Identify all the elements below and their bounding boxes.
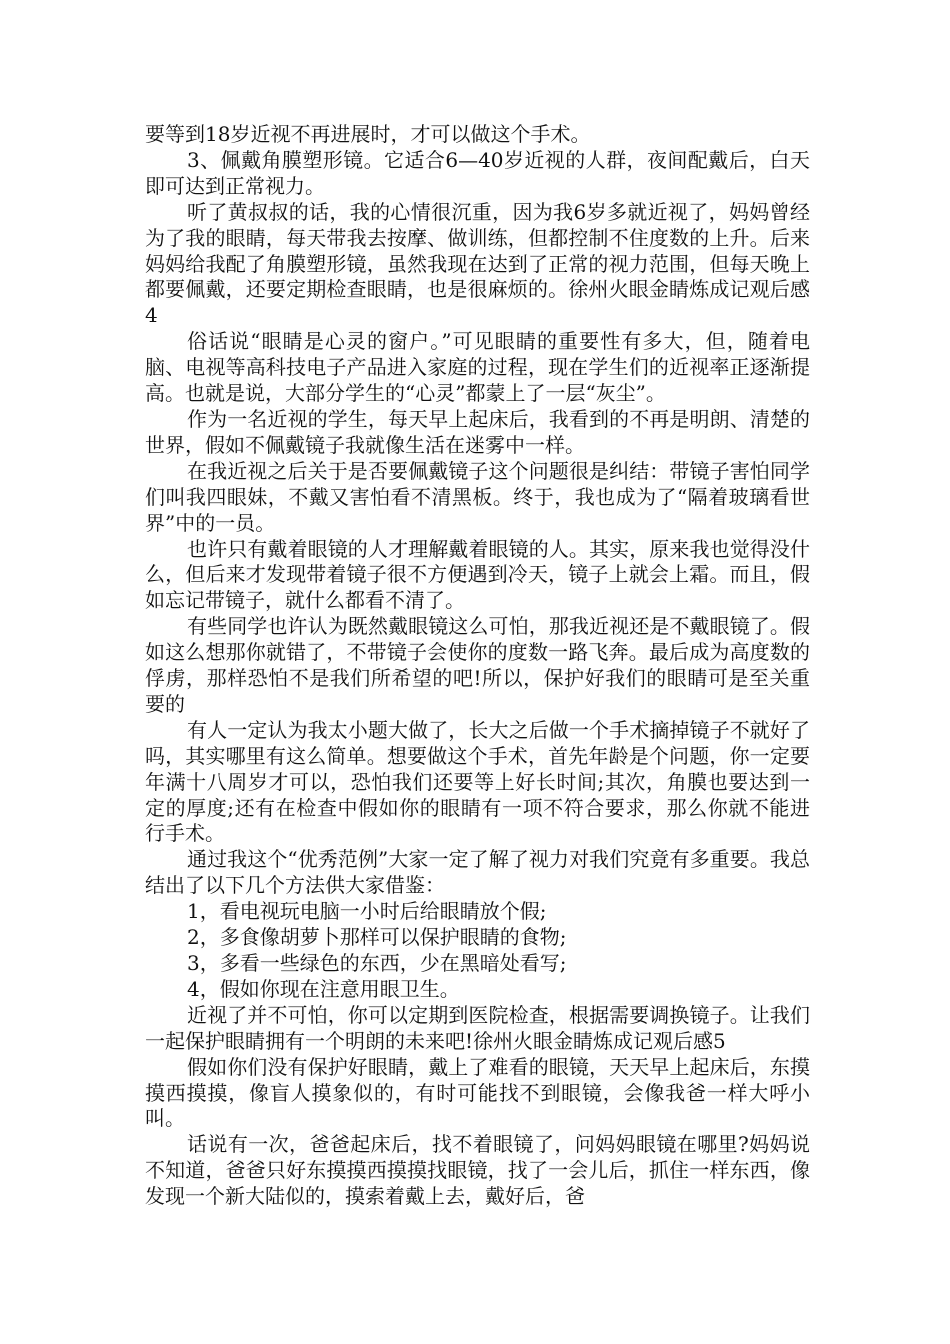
- paragraph: 话说有一次，爸爸起床后，找不着眼镜了，问妈妈眼镜在哪里?妈妈说不知道，爸爸只好东摸摸西摸摸找眼镜，找了一会儿后，抓住一样东西，像发现一个新大陆似的，摸索着戴上去，戴好后，爸: [145, 1132, 810, 1209]
- paragraph: 近视了并不可怕，你可以定期到医院检查，根据需要调换镜子。让我们一起保护眼睛拥有一个明朗的未来吧!徐州火眼金睛炼成记观后感5: [145, 1002, 810, 1053]
- paragraph: 俗话说“眼睛是心灵的窗户。”可见眼睛的重要性有多大，但，随着电脑、电视等高科技电子产品进入家庭的过程，现在学生们的近视率正逐渐提高。也就是说，大部分学生的“心灵”都蒙上了一层“灰尘”。: [145, 329, 810, 406]
- document-body: [145, 122, 810, 1210]
- list-item: 4，假如你现在注意用眼卫生。: [187, 976, 460, 1001]
- paragraph: 有些同学也许认为既然戴眼镜这么可怕，那我近视还是不戴眼镜了。假如这么想那你就错了，不带镜子会使你的度数一路飞奔。最后成为高度数的俘虏，那样恐怕不是我们所希望的吧!所以，保护好我们的眼睛可是至关重要的: [145, 614, 810, 716]
- paragraph: 也许只有戴着眼镜的人才理解戴着眼镜的人。其实，原来我也觉得没什么，但后来才发现带着镜子很不方便遇到冷天，镜子上就会上霜。而且，假如忘记带镜子，就什么都看不清了。: [145, 536, 810, 613]
- paragraph: 有人一定认为我太小题大做了，长大之后做一个手术摘掉镜子不就好了吗，其实哪里有这么简单。想要做这个手术，首先年龄是个问题，你一定要年满十八周岁才可以，恐怕我们还要等上好长时间;其次，角膜也要达到一定的厚度;还有在检查中假如你的眼睛有一项不符合要求，那么你就不能进行手术。: [145, 717, 810, 846]
- paragraph: 要等到18岁近视不再进展时，才可以做这个手术。: [145, 122, 591, 146]
- paragraph: 作为一名近视的学生，每天早上起床后，我看到的不再是明朗、清楚的世界，假如不佩戴镜子我就像生活在迷雾中一样。: [145, 406, 810, 457]
- list-item: 3，多看一些绿色的东西，少在黑暗处看写;: [187, 951, 567, 975]
- list-item: 2，多食像胡萝卜那样可以保护眼睛的食物;: [187, 925, 567, 950]
- list-item: 1，看电视玩电脑一小时后给眼睛放个假;: [187, 899, 547, 924]
- paragraph: 假如你们没有保护好眼睛，戴上了难看的眼镜，天天早上起床后，东摸摸西摸摸，像盲人摸象似的，有时可能找不到眼镜，会像我爸一样大呼小叫。: [145, 1054, 810, 1131]
- paragraph: 在我近视之后关于是否要佩戴镜子这个问题很是纠结：带镜子害怕同学们叫我四眼妹，不戴又害怕看不清黑板。终于，我也成为了“隔着玻璃看世界”中的一员。: [145, 458, 810, 535]
- paragraph: 听了黄叔叔的话，我的心情很沉重，因为我6岁多就近视了，妈妈曾经为了我的眼睛，每天带我去按摩、做训练，但都控制不住度数的上升。后来妈妈给我配了角膜塑形镜，虽然我现在达到了正常的视力范围，但每天晚上都要佩戴，还要定期检查眼睛，也是很麻烦的。徐州火眼金睛炼成记观后感4: [145, 199, 810, 328]
- paragraph: 3、佩戴角膜塑形镜。它适合6—40岁近视的人群，夜间配戴后，白天即可达到正常视力。: [145, 147, 810, 198]
- paragraph: 通过我这个“优秀范例”大家一定了解了视力对我们究竟有多重要。我总结出了以下几个方法供大家借鉴：: [145, 847, 810, 898]
